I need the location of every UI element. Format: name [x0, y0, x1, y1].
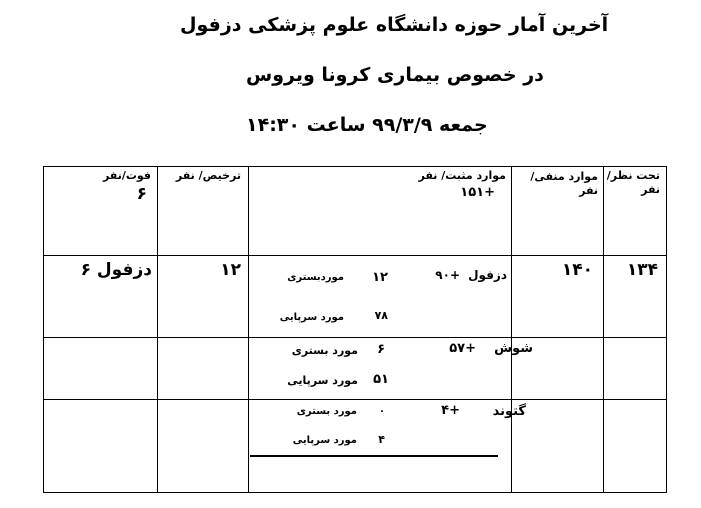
column-divider-3	[511, 166, 512, 493]
value-discharged: ۱۲	[220, 260, 241, 280]
header-under-review: تحت نظر/ نفر	[606, 169, 660, 196]
table-border-bottom	[43, 492, 666, 493]
outpatient-count: ۵۱	[373, 372, 389, 387]
header-negative: موارد منفی/ نفر	[530, 170, 598, 197]
outpatient-count: ۷۸	[374, 309, 388, 322]
inpatient-label: مورد بستری	[291, 344, 358, 357]
column-divider-2	[248, 166, 249, 493]
table-header-divider	[43, 255, 666, 256]
inpatient-label: موردبستری	[287, 272, 344, 283]
table-row-divider-2	[43, 399, 666, 400]
title-line-1: آخرین آمار حوزه دانشگاه علوم پزشکی دزفول	[180, 14, 609, 36]
city-name: شوش	[494, 341, 533, 356]
table-border-top	[43, 166, 666, 167]
outpatient-label: مورد سرپایی	[279, 312, 344, 323]
city-positive: ۹۰+	[435, 268, 460, 282]
table-row-divider-1	[43, 337, 666, 338]
inpatient-label: مورد بستری	[296, 406, 357, 417]
value-negative: ۱۴۰	[561, 260, 593, 280]
city-name: دزفول	[468, 268, 507, 282]
table-border-left	[43, 166, 44, 493]
title-line-3: جمعه ۹۹/۳/۹ ساعت ۱۴:۳۰	[246, 114, 488, 136]
total-underline	[250, 455, 498, 457]
column-divider-4	[603, 166, 604, 493]
inpatient-count: ۱۲	[372, 270, 388, 285]
city-positive: ۴+	[441, 403, 460, 418]
inpatient-count: ۰	[378, 406, 385, 417]
outpatient-label: مورد سرپایی	[287, 374, 358, 387]
header-deaths-value: ۶	[136, 184, 147, 204]
outpatient-count: ۴	[378, 433, 385, 446]
city-positive: ۵۷+	[449, 341, 476, 356]
header-deaths: فوت/نفر	[102, 169, 151, 182]
city-name: گتوند	[492, 404, 526, 419]
header-discharged: ترخیص/ نفر	[175, 169, 241, 182]
outpatient-label: مورد سرپایی	[292, 435, 357, 446]
header-positive-total: ۱۵۱+	[460, 185, 495, 200]
title-line-2: در خصوص بیماری کرونا ویروس	[246, 64, 544, 86]
value-deaths-by-city: دزفول ۶	[80, 260, 152, 280]
header-positive: موارد مثبت/ نفر	[418, 169, 506, 182]
value-under-review: ۱۳۴	[626, 260, 658, 280]
table-border-right	[666, 166, 667, 493]
column-divider-1	[157, 166, 158, 493]
inpatient-count: ۶	[377, 342, 385, 357]
